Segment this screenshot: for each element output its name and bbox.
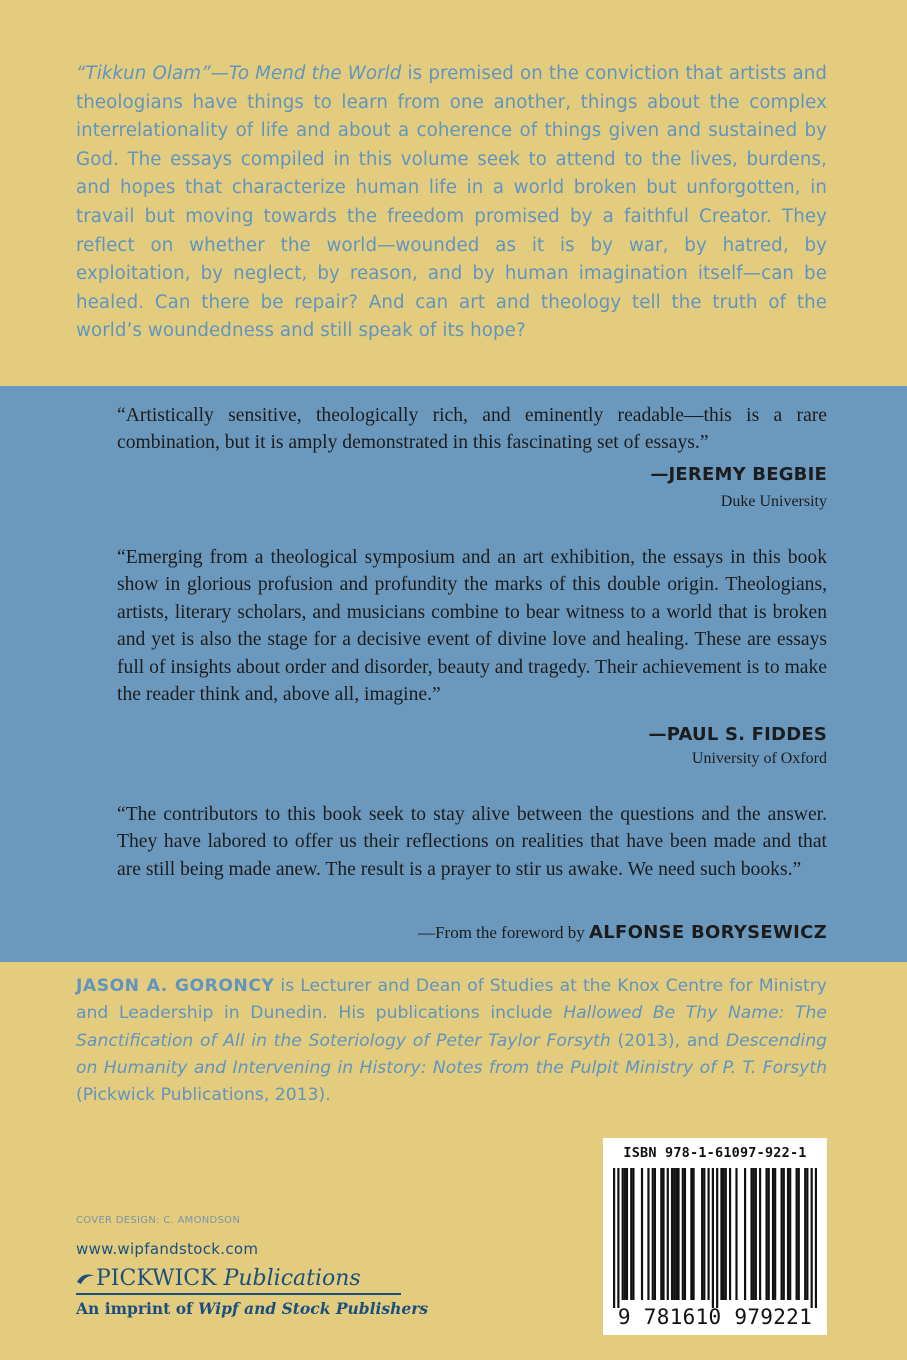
barcode-bar <box>723 1168 725 1300</box>
barcode-bar <box>660 1168 662 1300</box>
barcode-bar <box>701 1168 703 1300</box>
cover-design-credit: COVER DESIGN: C. AMONDSON <box>76 1215 241 1226</box>
foreword-attribution <box>418 922 827 943</box>
barcode-bar <box>798 1168 800 1300</box>
barcode-bar <box>783 1168 785 1300</box>
endorsement-quote: “Artistically sensitive, theologically rich, and eminently readable—this is a rare combination, but it is amply demonstrated in this fascinating set of essays.” <box>117 405 827 454</box>
isbn-label: ISBN 978-1-61097-922-1 <box>623 1145 807 1161</box>
barcode-bar <box>641 1168 643 1300</box>
barcode-bar <box>712 1168 714 1308</box>
swoosh-icon <box>76 1272 96 1286</box>
barcode-bar <box>647 1168 649 1300</box>
bio-text: is Lecturer and Dean of Studies at the Knox Centre for Ministry and Leadership in Dunedin. His publications include <box>76 976 827 1024</box>
publisher-logo <box>76 1266 429 1318</box>
barcode-bar <box>684 1168 686 1300</box>
barcode-bar <box>667 1168 669 1300</box>
barcode-bar <box>774 1168 776 1300</box>
barcode-bar <box>692 1168 694 1300</box>
barcode-bar <box>682 1168 684 1300</box>
barcode-bar <box>703 1168 705 1300</box>
barcode-bar <box>707 1168 709 1300</box>
barcode-bar <box>690 1168 692 1300</box>
foreword-prefix: —From the foreword by <box>418 923 589 942</box>
barcode-bar <box>744 1168 746 1300</box>
publisher-divider <box>76 1293 401 1295</box>
book-title: “Tikkun Olam”—To Mend the World <box>76 63 402 84</box>
barcode-bar <box>772 1168 774 1300</box>
barcode-bar <box>815 1168 817 1308</box>
barcode-bar <box>720 1168 722 1300</box>
barcode-bar <box>725 1168 727 1300</box>
barcode-bar <box>806 1168 808 1300</box>
foreword-author: ALFONSE BORYSEWICZ <box>589 922 827 943</box>
barcode-box <box>603 1138 827 1335</box>
endorser-affiliation: Duke University <box>720 493 827 510</box>
barcode-bar <box>787 1168 789 1300</box>
barcode-bar <box>617 1168 619 1308</box>
barcode-icon <box>613 1168 817 1308</box>
barcode-bar <box>673 1168 675 1300</box>
barcode-bar <box>630 1168 632 1300</box>
barcode-bar <box>632 1168 634 1300</box>
book-reference: Hallowed Be Thy Name: The Sanctification of All in the Soteriology of Peter Taylor Forsyth <box>76 1003 827 1051</box>
barcode-bar <box>750 1168 752 1300</box>
barcode-bar <box>759 1168 761 1300</box>
barcode-bar <box>729 1168 731 1300</box>
imprint-name: Wipf and Stock Publishers <box>198 1298 429 1318</box>
publisher-name: PICKWICK <box>96 1266 217 1291</box>
bio-text: (2013), and <box>610 1030 726 1051</box>
barcode-digits: 9 781610 979221 <box>617 1305 813 1329</box>
barcode-bar <box>662 1168 664 1300</box>
barcode-bar <box>765 1168 767 1300</box>
barcode-bar <box>768 1168 770 1300</box>
barcode-bar <box>671 1168 673 1300</box>
endorser-affiliation: University of Oxford <box>691 750 827 767</box>
imprint-prefix: An imprint of <box>76 1298 199 1318</box>
barcode-bar <box>624 1168 626 1300</box>
bio-text: (Pickwick Publications, 2013). <box>76 1085 331 1106</box>
imprint-line <box>76 1298 429 1318</box>
book-reference: Descending on Humanity and Intervening in History: Notes from the Pulpit Ministry of P. T. Forsyth <box>76 1030 827 1078</box>
barcode-bar <box>735 1168 737 1300</box>
barcode-bar <box>789 1168 791 1300</box>
barcode-bar <box>755 1168 757 1300</box>
publisher-word: Publications <box>223 1266 361 1291</box>
barcode-bar <box>622 1168 624 1300</box>
barcode-bar <box>613 1168 615 1308</box>
endorser-name: —JEREMY BEGBIE <box>650 464 827 485</box>
barcode-bar <box>804 1168 806 1300</box>
description-text: is premised on the conviction that artists and theologians have things to learn from one another, things about the complex interrelationality of life and about a coherence of things given and sustained by God. The essays compiled in this volume seek to attend to the lives, burdens, and hopes that characterize human life in a world broken but unforgotten, in travail but moving towards the freedom promised by a faithful Creator. They reflect on whether the world—wounded as it is by war, by hatred, by exploitation, by neglect, by reason, and by human imagination itself—can be healed. Can there be repair? And can art and theology tell the truth of the world’s woundedness and still speak of its hope? <box>76 63 828 342</box>
barcode-bar <box>626 1168 628 1300</box>
barcode-bar <box>716 1168 718 1308</box>
barcode-bar <box>753 1168 755 1300</box>
book-description <box>76 60 827 346</box>
barcode-bar <box>811 1168 813 1308</box>
endorser-name: —PAUL S. FIDDES <box>648 724 827 745</box>
foreword-quote: “The contributors to this book seek to stay alive between the questions and the answer. They have labored to offer us their reflections on realities that have been made and that are still being made anew. The result is a prayer to stir us awake. We need such books.” <box>117 804 827 880</box>
barcode-bar <box>796 1168 798 1300</box>
publisher-website[interactable]: www.wipfandstock.com <box>76 1240 259 1258</box>
barcode-bar <box>780 1168 782 1300</box>
barcode-bar <box>675 1168 677 1300</box>
author-bio <box>76 973 827 1109</box>
barcode-bar <box>652 1168 654 1300</box>
author-name: JASON A. GORONCY <box>76 976 275 996</box>
endorsement-quote: “Emerging from a theological symposium and an art exhibition, the essays in this book show in glorious profusion and profundity the marks of this double origin. Theologians, artists, literary scholars, and musicians combine to bear witness to a world that is broken and yet is also the stage for a decisive event of divine love and healing. These are essays full of insights about order and disorder, beauty and tragedy. Their achievement is to make the reader think and, above all, imagine.” <box>117 547 827 706</box>
barcode-bar <box>654 1168 656 1300</box>
barcode-bar <box>677 1168 679 1300</box>
